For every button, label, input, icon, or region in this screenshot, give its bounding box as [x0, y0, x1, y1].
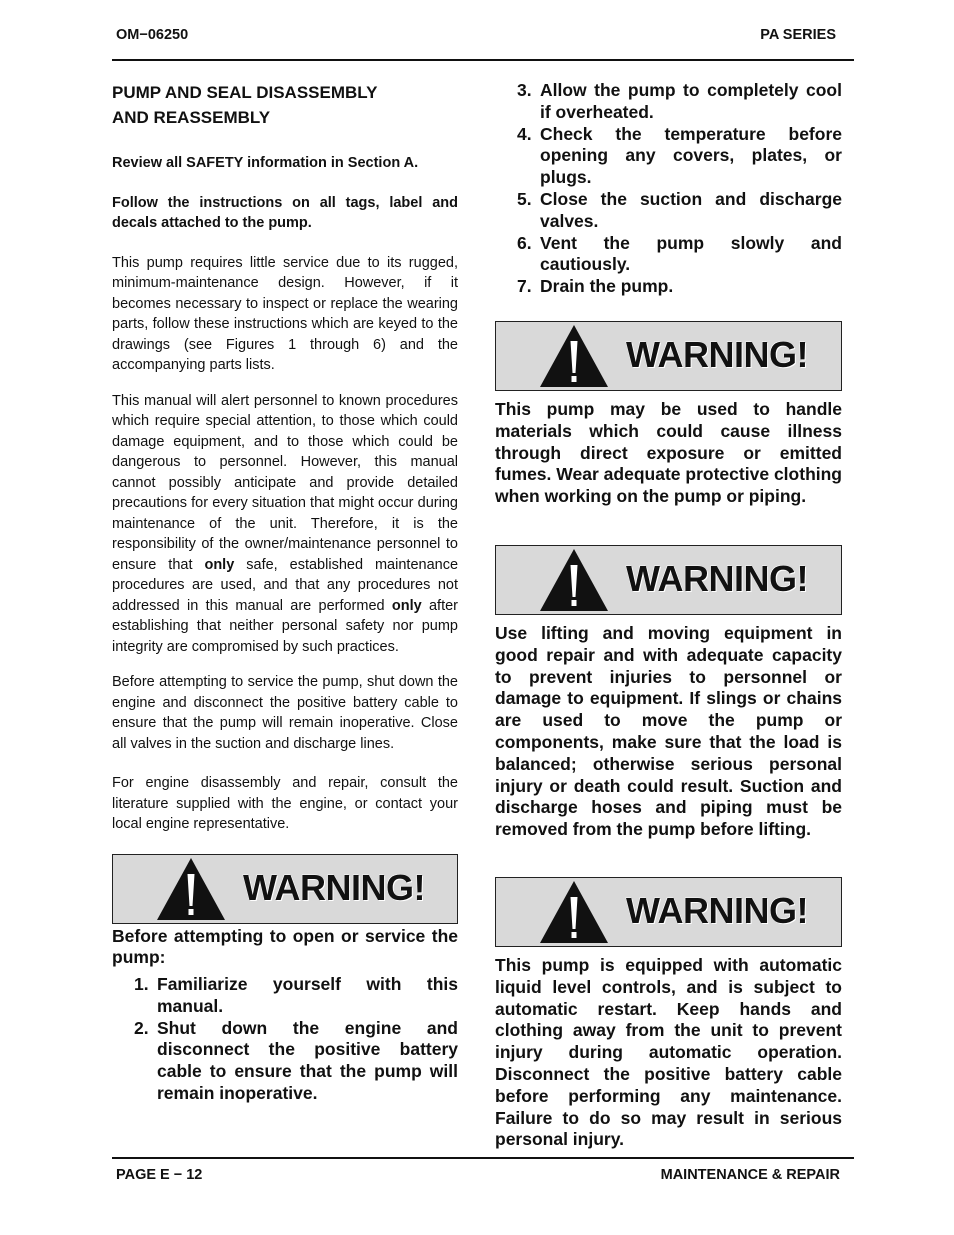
header-rule: [112, 59, 854, 61]
step-number: 3.: [517, 80, 532, 100]
responsibility-text-c: after establishing that neither personal safety nor pump integrity are compromised by such practices.: [112, 597, 458, 655]
chapter-name: MAINTENANCE & REPAIR: [660, 1167, 840, 1183]
responsibility-text-b: safe, established maintenance procedures are used, and that any procedures not addressed in this manual are performed: [112, 556, 459, 614]
step-text: Familiarize yourself with this manual.: [157, 974, 458, 1016]
warning3-text: Use lifting and moving equipment in good repair and with adequate capacity to prevent injuries to personnel or damage to equipment. If slings or chains are used to move the pump or components, make sure that the load is balanced; otherwise serious personal injury or death could result. Suction and discharge hoses and piping must be removed from the pump before lifting.: [495, 622, 842, 840]
step-item: [517, 124, 842, 189]
step-number: 6.: [517, 232, 532, 253]
warning-banner-4: [495, 877, 842, 947]
step-text: Allow the pump to completely cool if overheated.: [540, 80, 842, 122]
warning-banner-2: [495, 321, 842, 391]
responsibility-text-a: This manual will alert personnel to known procedures which require special attention, to those which could damage equipment, and to those which could be dangerous to personnel. However, this manual cannot possibly anticipate and provide detailed precautions for every situation that might occur during maintenance of the unit. Therefore, it is the responsibility of the owner/maintenance personnel to ensure that: [112, 392, 458, 573]
step-number: 1.: [134, 974, 149, 995]
section-title-line1: PUMP AND SEAL DISASSEMBLY: [112, 83, 378, 102]
warning-title: WARNING!: [626, 557, 808, 599]
follow-instructions-note: Follow the instructions on all tags, label and decals attached to the pump.: [112, 194, 458, 231]
intro-paragraph: This pump requires little service due to its rugged, minimum-maintenance design. However, if it becomes necessary to inspect or replace the wearing parts, follow these instructions which are keyed to the drawings (see Figures 1 through 6) and the accompanying parts lists.: [112, 254, 458, 373]
series-name: PA SERIES: [760, 27, 836, 43]
step-item: [517, 189, 842, 233]
left-column: [112, 80, 458, 1105]
step-item: [517, 233, 842, 277]
warning-triangle-icon: [155, 856, 227, 922]
warning4-text: This pump is equipped with automatic liquid level controls, and is subject to automatic restart. Keep hands and clothing away from the unit to prevent injury during automatic operation. Disconnect the positive battery cable before performing any maintenance. Failure to do so may result in serious personal injury.: [495, 954, 842, 1150]
warning2-text: This pump may be used to handle materials which could cause illness through direct exposure or emitted fumes. Wear adequate protective clothing when working on the pump or piping.: [495, 398, 842, 507]
step-number: 7.: [517, 276, 532, 297]
engine-paragraph: For engine disassembly and repair, consult the literature supplied with the engine, or contact your local engine representative.: [112, 775, 458, 832]
warning-triangle-icon: [538, 323, 610, 389]
step-text: Check the temperature before opening any covers, plates, or plugs.: [540, 123, 842, 188]
step-number: 4.: [517, 123, 532, 144]
right-column: [495, 80, 842, 1151]
warning-title: WARNING!: [626, 889, 808, 931]
warning-title: WARNING!: [243, 866, 425, 908]
warning-banner-1: [112, 854, 458, 924]
step-item: [517, 80, 842, 124]
shutdown-paragraph: Before attempting to service the pump, shut down the engine and disconnect the positive battery cable to ensure that the pump will remain inoperative. Close all valves in the suction and discharge lines.: [112, 674, 458, 752]
warning-triangle-icon: [538, 547, 610, 613]
warning1-steps-left: [112, 974, 458, 1105]
step-item: [134, 1018, 458, 1105]
section-title: [112, 80, 458, 130]
step-number: 2.: [134, 1017, 149, 1038]
warning1-steps-right: [495, 80, 842, 298]
responsibility-paragraph: [112, 391, 458, 658]
step-text: Shut down the engine and disconnect the positive battery cable to ensure that the pump will remain inoperative.: [157, 1017, 458, 1104]
warning1-intro: Before attempting to open or service the pump:: [112, 925, 458, 968]
step-item: [517, 276, 842, 298]
step-item: [134, 974, 458, 1018]
document-number: OM−06250: [116, 27, 189, 43]
step-number: 5.: [517, 188, 532, 209]
warning-triangle-icon: [538, 879, 610, 945]
step-text: Drain the pump.: [540, 276, 674, 297]
emphasis-only-1: only: [204, 556, 235, 573]
review-safety-note: Review all SAFETY information in Section A.: [112, 155, 419, 171]
step-text: Close the suction and discharge valves.: [540, 188, 842, 231]
footer-rule: [112, 1157, 854, 1159]
warning-title: WARNING!: [626, 333, 808, 375]
emphasis-only-2: only: [391, 597, 422, 614]
page-number: PAGE E − 12: [116, 1167, 203, 1183]
warning-banner-3: [495, 545, 842, 615]
step-text: Vent the pump slowly and cautiously.: [540, 232, 842, 275]
section-title-line2: AND REASSEMBLY: [112, 108, 271, 127]
